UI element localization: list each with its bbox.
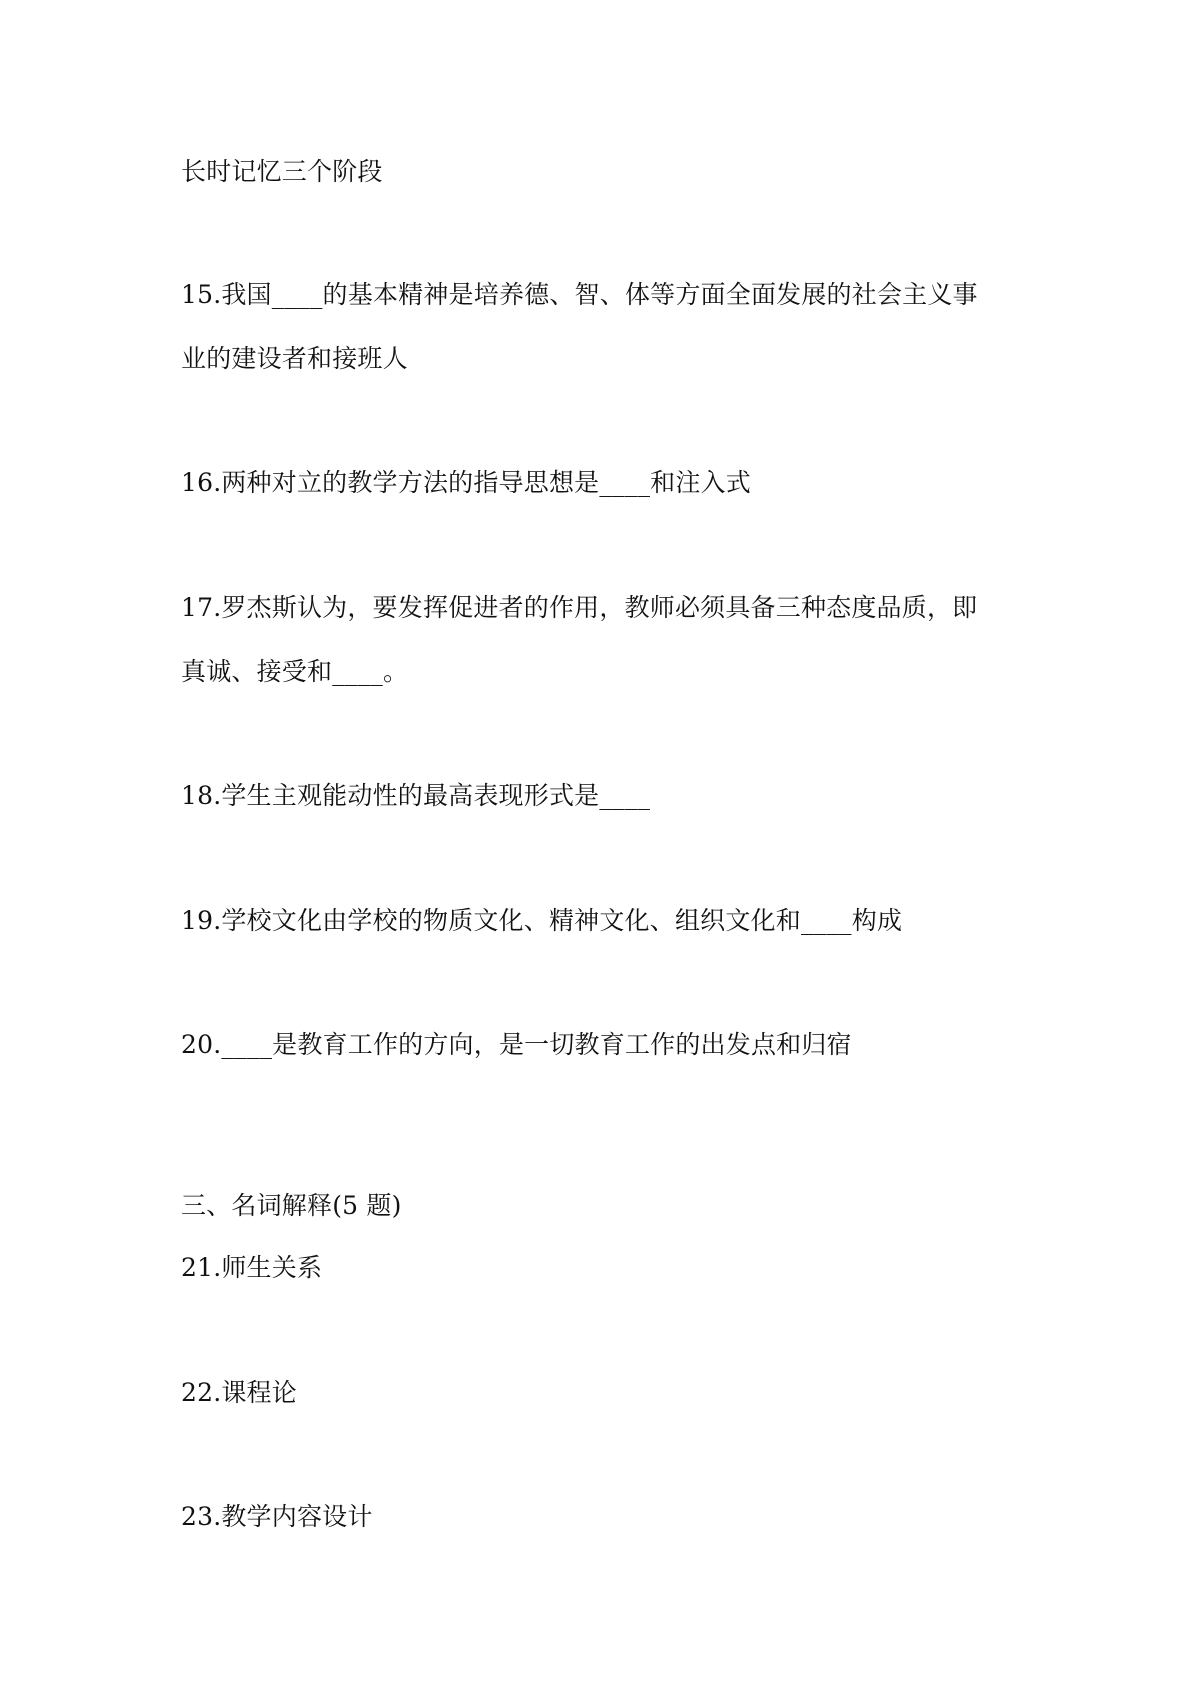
question-22: 22.课程论 xyxy=(181,1378,297,1407)
question-20: 20.____是教育工作的方向，是一切教育工作的出发点和归宿 xyxy=(181,1030,852,1059)
section-heading: 三、名词解释(5 题) xyxy=(181,1191,402,1220)
question-15-line-2: 业的建设者和接班人 xyxy=(181,344,408,373)
text-line-continuation: 长时记忆三个阶段 xyxy=(181,157,383,186)
question-23: 23.教学内容设计 xyxy=(181,1502,373,1531)
question-17-line-1: 17.罗杰斯认为，要发挥促进者的作用，教师必须具备三种态度品质，即 xyxy=(181,593,978,622)
question-21: 21.师生关系 xyxy=(181,1253,323,1282)
question-15-line-1: 15.我国____的基本精神是培养德、智、体等方面全面发展的社会主义事 xyxy=(181,280,978,309)
question-16: 16.两种对立的教学方法的指导思想是____和注入式 xyxy=(181,468,751,497)
question-19: 19.学校文化由学校的物质文化、精神文化、组织文化和____构成 xyxy=(181,906,903,935)
question-18: 18.学生主观能动性的最高表现形式是____ xyxy=(181,781,651,810)
question-17-line-2: 真诚、接受和____。 xyxy=(181,657,409,686)
